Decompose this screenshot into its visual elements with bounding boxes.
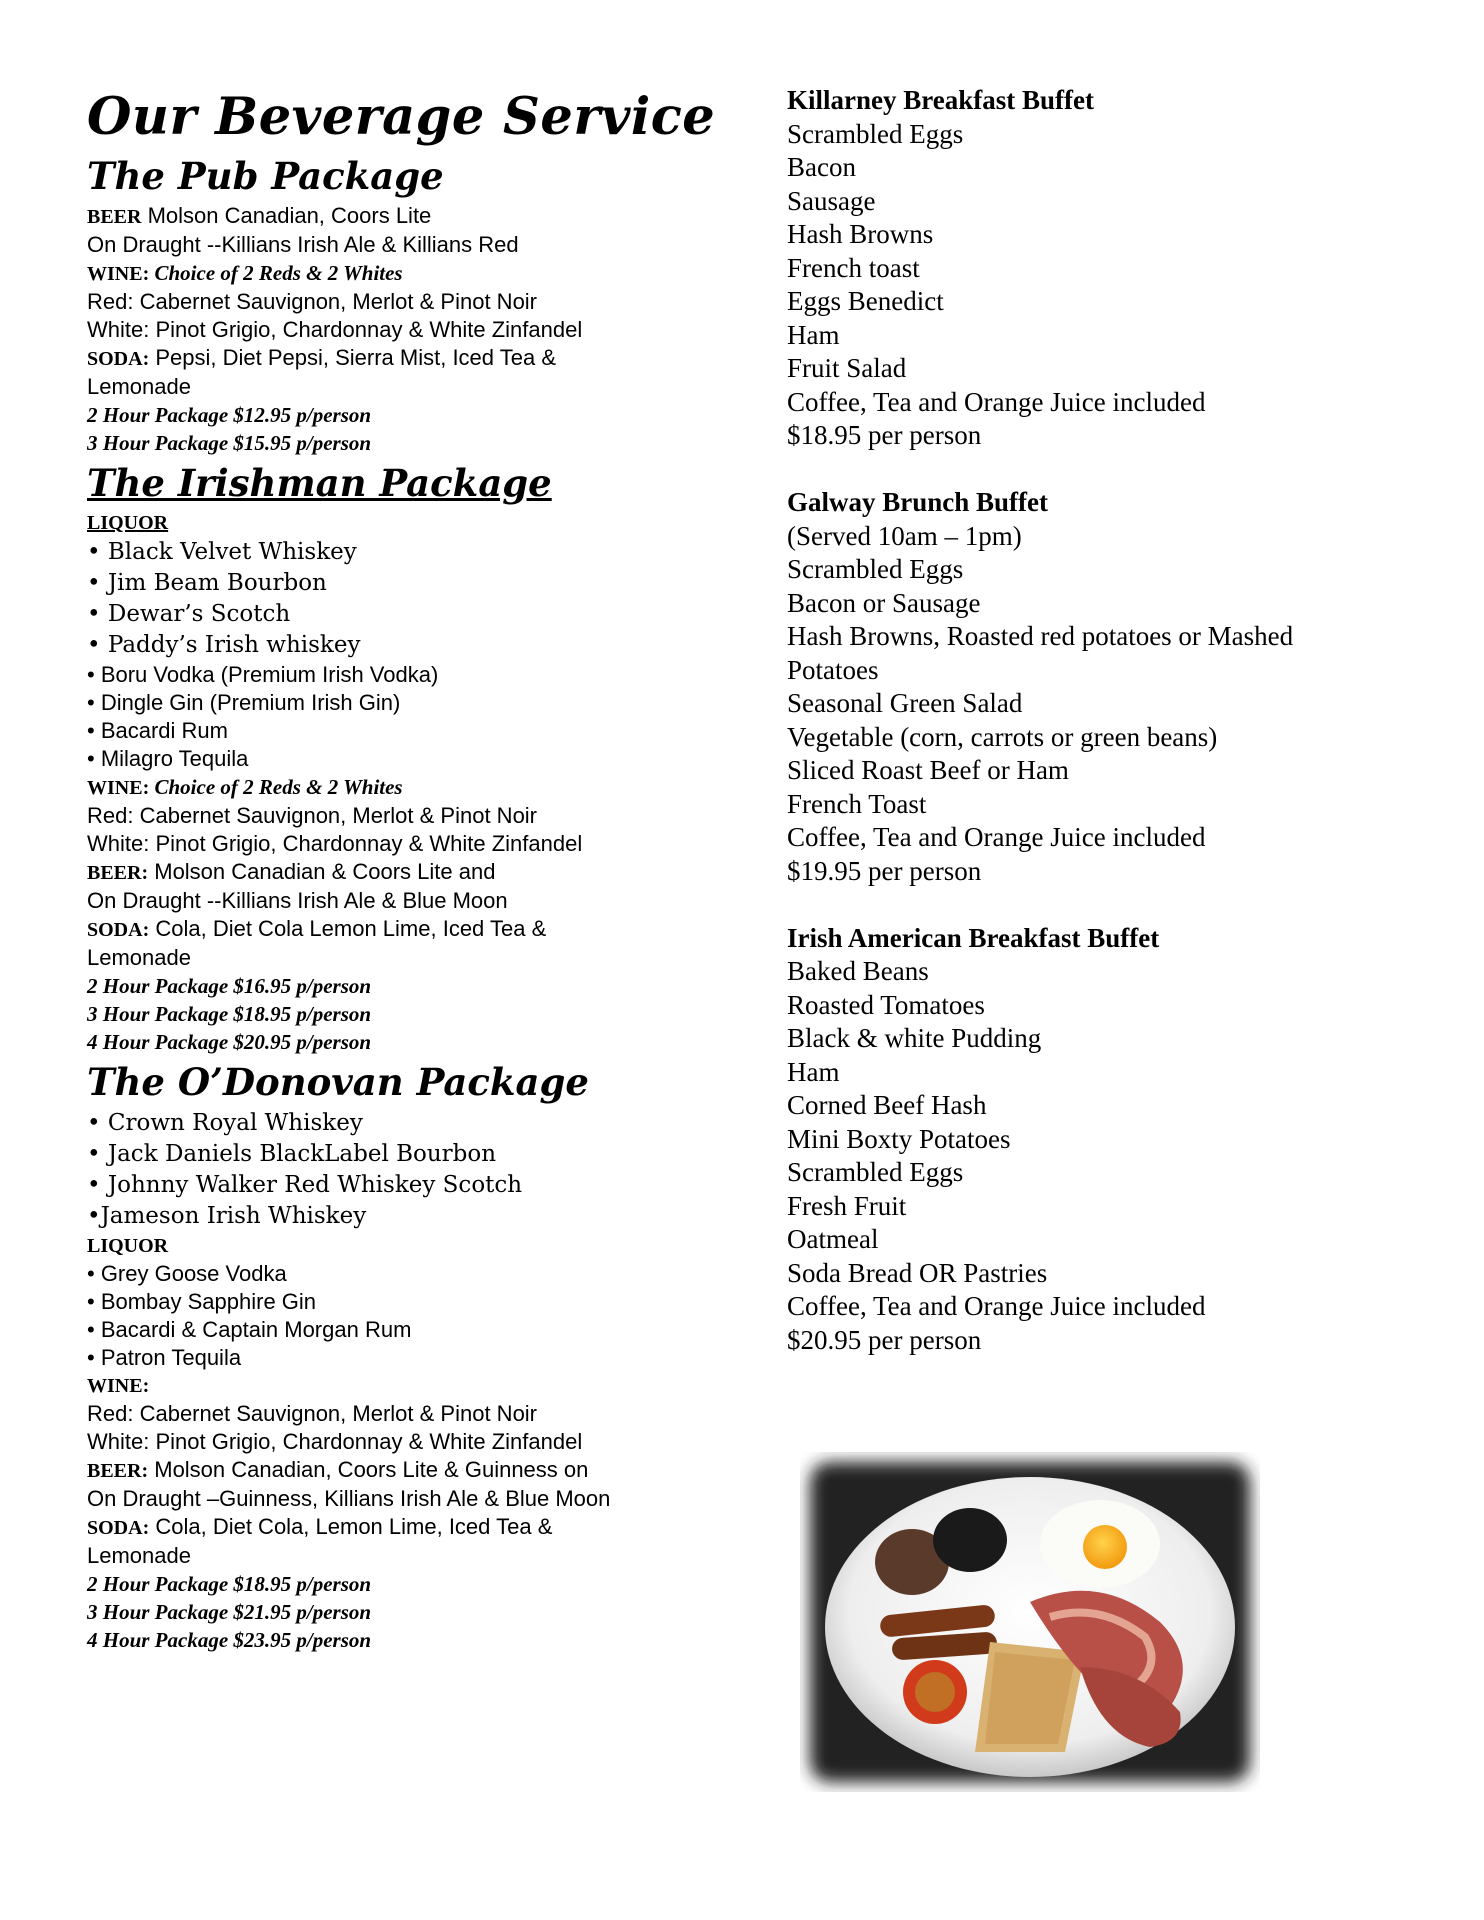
menu-item: Scrambled Eggs xyxy=(787,1157,964,1187)
odonovan-draught: On Draught –Guinness, Killians Irish Ale & Blue Moon xyxy=(87,1486,611,1511)
irishman-beer-text: Molson Canadian & Coors Lite and xyxy=(148,859,496,884)
pub-price-2h: 2 Hour Package $12.95 p/person xyxy=(87,403,372,427)
menu-item: Potatoes xyxy=(787,654,879,685)
liquor-item: • Bombay Sapphire Gin xyxy=(87,1289,317,1314)
menu-item: Mini Boxty Potatoes xyxy=(787,1123,1011,1154)
whiskey-item: • Johnny Walker Red Whiskey Scotch xyxy=(87,1172,523,1198)
menu-item: Scrambled Eggs xyxy=(787,554,964,584)
irishman-beer-label: BEER: xyxy=(87,862,149,884)
odonovan-price-3h: 3 Hour Package $21.95 p/person xyxy=(87,1600,372,1624)
irishman-beer-line xyxy=(87,858,727,887)
odonovan-beer-label: BEER: xyxy=(87,1460,149,1482)
menu-item: Bacon or Sausage xyxy=(787,587,981,618)
pub-price-3h: 3 Hour Package $15.95 p/person xyxy=(87,431,372,455)
odonovan-white-wines: White: Pinot Grigio, Chardonnay & White Zinfandel xyxy=(87,1429,583,1454)
odonovan-soda-text-2: Lemonade xyxy=(87,1543,191,1568)
menu-item: French Toast xyxy=(787,788,927,819)
spacer xyxy=(787,888,1427,922)
menu-item: Bacon xyxy=(787,152,856,182)
irish-american-title: Irish American Breakfast Buffet xyxy=(787,922,1160,953)
liquor-item: • Jim Beam Bourbon xyxy=(87,570,327,596)
odonovan-price-2h: 2 Hour Package $18.95 p/person xyxy=(87,1572,372,1596)
menu-item: Coffee, Tea and Orange Juice included xyxy=(787,386,1206,417)
irishman-wine-choice: Choice of 2 Reds & 2 Whites xyxy=(149,775,403,799)
killarney-price: $18.95 per person xyxy=(787,420,982,450)
liquor-item: • Patron Tequila xyxy=(87,1345,242,1370)
irishman-white-wines: White: Pinot Grigio, Chardonnay & White Zinfandel xyxy=(87,831,583,856)
odonovan-package-title: The O’Donovan Package xyxy=(87,1060,589,1104)
odonovan-liquor-label: LIQUOR xyxy=(87,1235,169,1257)
menu-item: Vegetable (corn, carrots or green beans) xyxy=(787,721,1218,752)
pub-beer-line xyxy=(87,202,727,231)
liquor-item: • Milagro Tequila xyxy=(87,746,249,771)
irishman-wine-label: WINE: xyxy=(87,777,150,799)
menu-item: Sliced Roast Beef or Ham xyxy=(787,755,1069,785)
liquor-item: • Bacardi & Captain Morgan Rum xyxy=(87,1317,412,1342)
irishman-soda-line xyxy=(87,915,727,944)
menu-item: Roasted Tomatoes xyxy=(787,989,985,1020)
odonovan-price-4h: 4 Hour Package $23.95 p/person xyxy=(87,1628,372,1652)
killarney-title: Killarney Breakfast Buffet xyxy=(787,85,1094,115)
menu-item: Fresh Fruit xyxy=(787,1190,907,1221)
buffet-column xyxy=(787,84,1427,1357)
liquor-item: • Dingle Gin (Premium Irish Gin) xyxy=(87,690,401,715)
irishman-wine-line xyxy=(87,773,727,802)
irish-american-price: $20.95 per person xyxy=(787,1324,982,1355)
pub-package-title: The Pub Package xyxy=(87,154,444,198)
menu-item: Coffee, Tea and Orange Juice included xyxy=(787,1291,1206,1321)
odonovan-soda-line xyxy=(87,1513,727,1542)
liquor-item: • Black Velvet Whiskey xyxy=(87,539,357,565)
pub-wine-line xyxy=(87,259,727,288)
menu-item: Eggs Benedict xyxy=(787,286,944,316)
liquor-item: • Grey Goose Vodka xyxy=(87,1261,287,1286)
menu-item: Scrambled Eggs xyxy=(787,118,964,149)
menu-item: Oatmeal xyxy=(787,1224,879,1254)
pub-wine-choice: Choice of 2 Reds & 2 Whites xyxy=(149,261,403,285)
menu-item: Soda Bread OR Pastries xyxy=(787,1257,1048,1288)
liquor-item: • Bacardi Rum xyxy=(87,718,228,743)
whiskey-item: • Jack Daniels BlackLabel Bourbon xyxy=(87,1141,497,1167)
menu-item: Fruit Salad xyxy=(787,353,907,383)
whiskey-item: •Jameson Irish Whiskey xyxy=(87,1203,367,1229)
irishman-soda-label: SODA: xyxy=(87,919,150,941)
egg-yolk xyxy=(1083,1525,1127,1569)
menu-item: Corned Beef Hash xyxy=(787,1090,987,1120)
menu-item: Ham xyxy=(787,1056,840,1087)
pub-soda-text-2: Lemonade xyxy=(87,374,191,399)
irishman-draught: On Draught --Killians Irish Ale & Blue Moon xyxy=(87,888,508,913)
odonovan-beer-text: Molson Canadian, Coors Lite & Guinness on xyxy=(148,1457,589,1482)
menu-item: Sausage xyxy=(787,185,876,216)
pub-beer-label: BEER xyxy=(87,206,142,228)
whiskey-item: • Crown Royal Whiskey xyxy=(87,1110,363,1136)
menu-item: French toast xyxy=(787,252,920,283)
odonovan-red-wines: Red: Cabernet Sauvignon, Merlot & Pinot Noir xyxy=(87,1401,538,1426)
odonovan-soda-label: SODA: xyxy=(87,1517,150,1539)
liquor-item: • Paddy’s Irish whiskey xyxy=(87,632,361,658)
page-title: Our Beverage Service xyxy=(87,87,716,147)
pub-red-wines: Red: Cabernet Sauvignon, Merlot & Pinot Noir xyxy=(87,289,538,314)
menu-item: Hash Browns xyxy=(787,219,934,249)
pub-beer-text: Molson Canadian, Coors Lite xyxy=(141,203,432,228)
odonovan-beer-line xyxy=(87,1456,727,1485)
pub-soda-text: Pepsi, Diet Pepsi, Sierra Mist, Iced Tea & xyxy=(149,345,556,370)
odonovan-wine-label: WINE: xyxy=(87,1375,150,1397)
irishman-soda-text-2: Lemonade xyxy=(87,945,191,970)
galway-price: $19.95 per person xyxy=(787,855,982,886)
tomato-topping xyxy=(915,1672,955,1712)
menu-item: Baked Beans xyxy=(787,956,929,986)
irishman-price-4h: 4 Hour Package $20.95 p/person xyxy=(87,1030,372,1054)
black-pudding xyxy=(933,1508,1007,1572)
irishman-package-title: The Irishman Package xyxy=(87,461,552,505)
odonovan-soda-text: Cola, Diet Cola, Lemon Lime, Iced Tea & xyxy=(149,1514,553,1539)
beverage-column xyxy=(87,84,727,1654)
menu-item: Black & white Pudding xyxy=(787,1023,1042,1053)
pub-soda-label: SODA: xyxy=(87,348,150,370)
breakfast-plate-photo xyxy=(800,1452,1260,1792)
pub-draught: On Draught --Killians Irish Ale & Killians Red xyxy=(87,232,519,257)
menu-item: Coffee, Tea and Orange Juice included xyxy=(787,822,1206,852)
irishman-red-wines: Red: Cabernet Sauvignon, Merlot & Pinot Noir xyxy=(87,803,538,828)
irishman-liquor-label: LIQUOR xyxy=(87,512,169,534)
galway-title: Galway Brunch Buffet xyxy=(787,487,1049,517)
irishman-price-2h: 2 Hour Package $16.95 p/person xyxy=(87,974,372,998)
liquor-item: • Dewar’s Scotch xyxy=(87,601,291,627)
menu-item: Seasonal Green Salad xyxy=(787,688,1023,718)
irishman-price-3h: 3 Hour Package $18.95 p/person xyxy=(87,1002,372,1026)
menu-item: Hash Browns, Roasted red potatoes or Mashed xyxy=(787,621,1294,651)
pub-soda-line xyxy=(87,344,727,373)
irishman-soda-text: Cola, Diet Cola Lemon Lime, Iced Tea & xyxy=(149,916,547,941)
spacer xyxy=(787,453,1427,487)
pub-wine-label: WINE: xyxy=(87,263,150,285)
galway-served-hours: (Served 10am – 1pm) xyxy=(787,520,1022,551)
menu-item: Ham xyxy=(787,319,840,350)
pub-white-wines: White: Pinot Grigio, Chardonnay & White Zinfandel xyxy=(87,317,583,342)
liquor-item: • Boru Vodka (Premium Irish Vodka) xyxy=(87,662,439,687)
